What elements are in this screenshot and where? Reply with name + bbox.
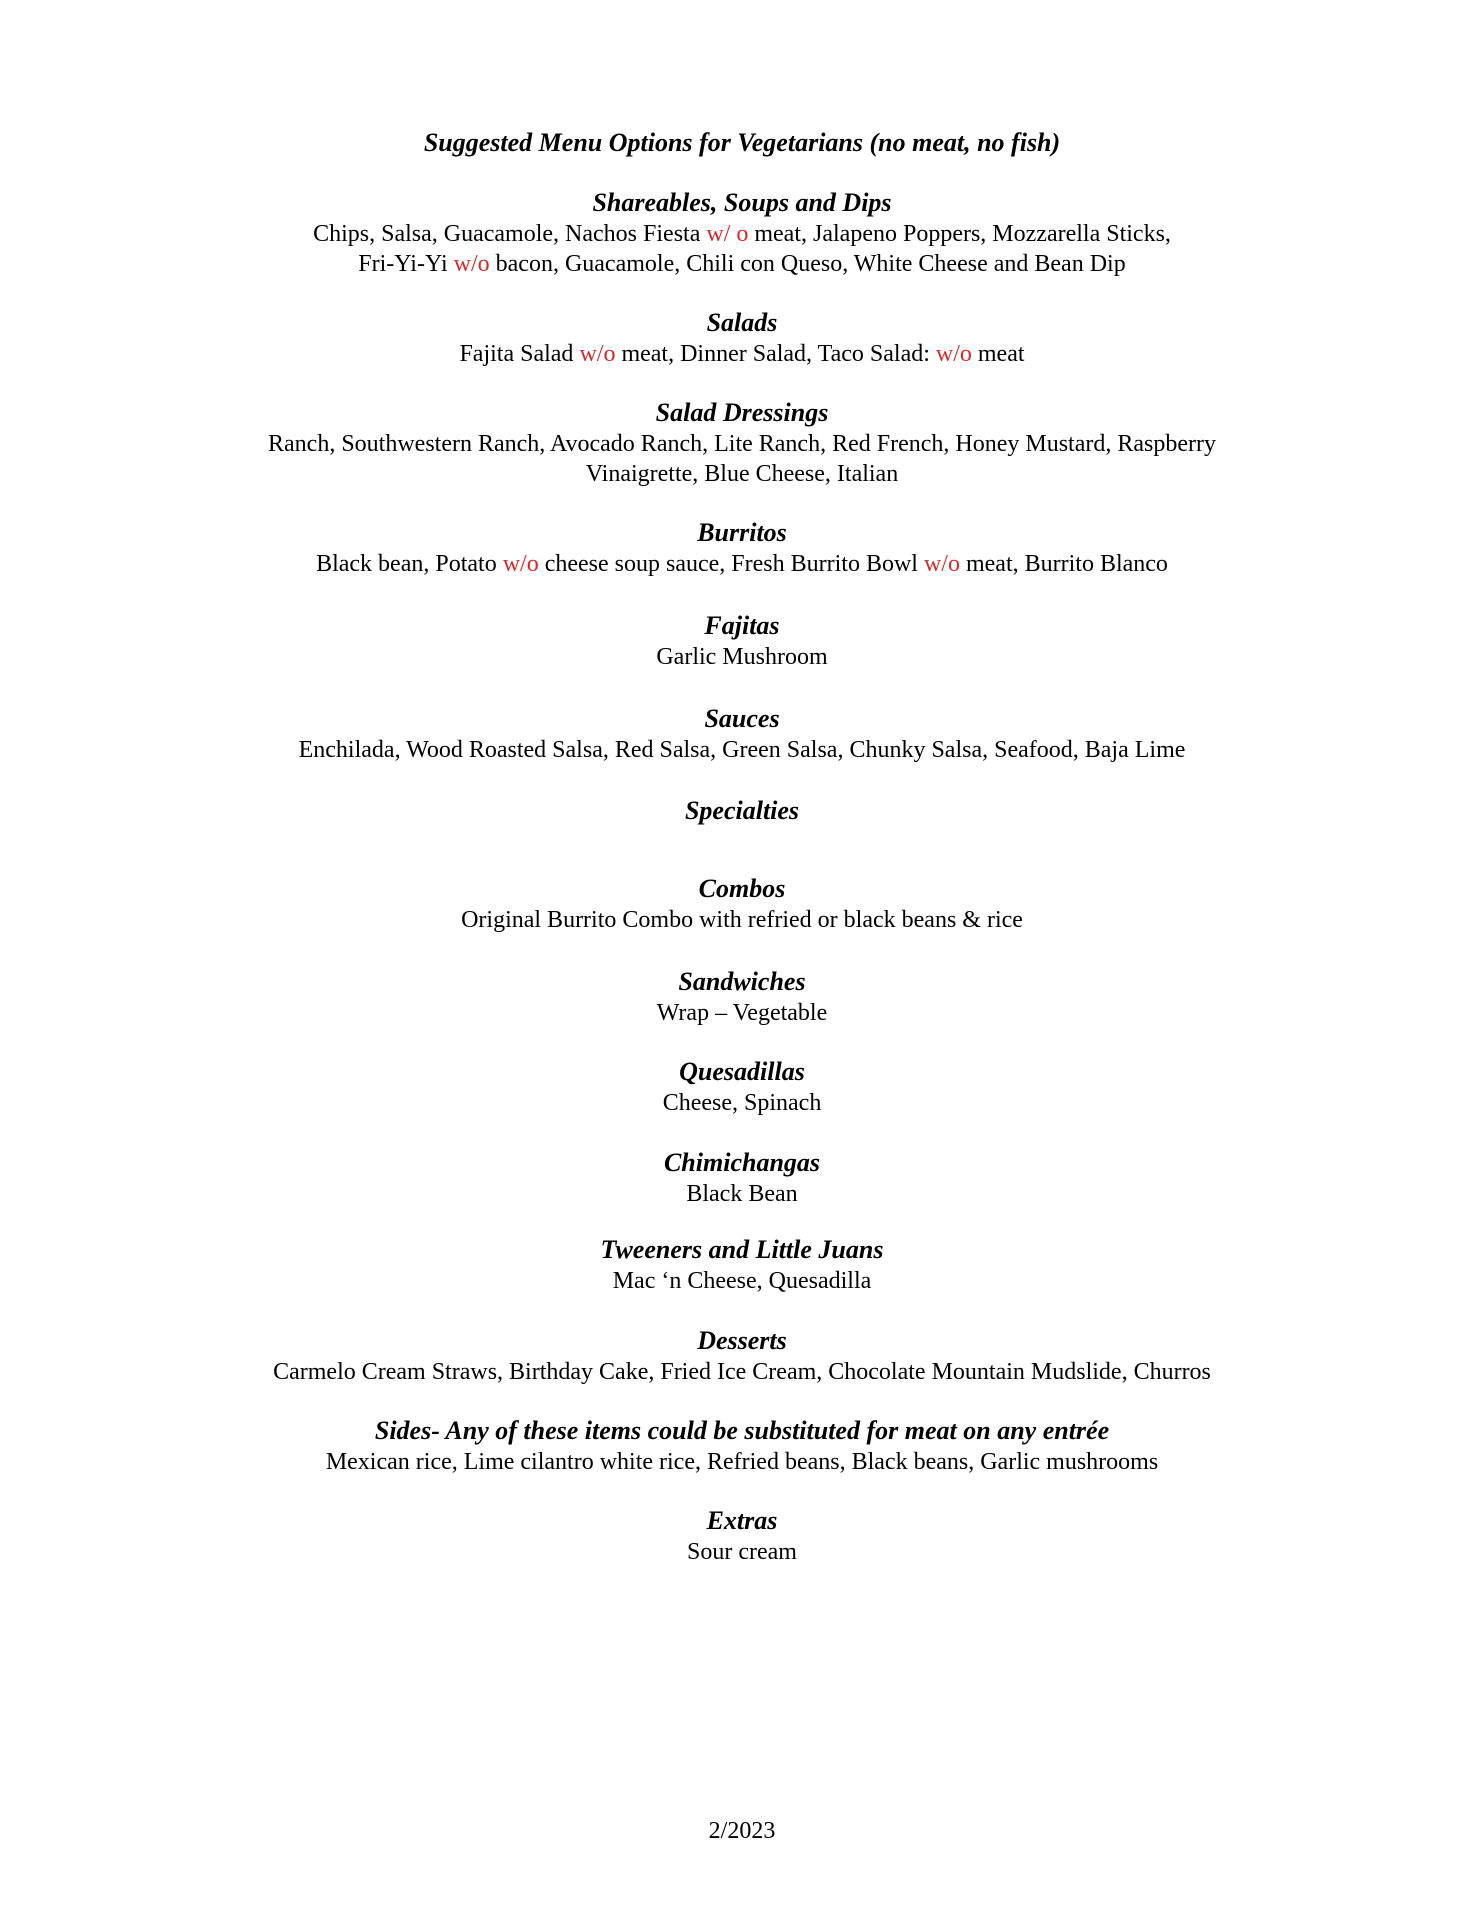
section-heading: Sauces <box>704 704 780 733</box>
section-heading: Quesadillas <box>679 1057 805 1086</box>
section-body: Mac ‘n Cheese, Quesadilla <box>612 1268 872 1294</box>
section-body: Black Bean <box>686 1181 798 1207</box>
section-heading: Sides- Any of these items could be substituted for meat on any entrée <box>374 1416 1110 1445</box>
section-heading: Specialties <box>684 796 800 825</box>
without-note: w/o <box>923 551 960 577</box>
text-segment: cheese soup sauce, Fresh Burrito Bowl <box>538 551 924 577</box>
section-heading: Shareables, Soups and Dips <box>592 188 892 217</box>
text-segment: Black bean, Potato <box>316 551 503 577</box>
without-note: w/o <box>579 341 616 367</box>
section-quesadillas <box>140 1056 1344 1118</box>
section-body <box>140 429 1344 489</box>
page-title: Suggested Menu Options for Vegetarians (no meat, no fish) <box>423 128 1061 157</box>
section-body: Original Burrito Combo with refried or black beans & rice <box>461 907 1023 933</box>
section-body: Garlic Mushroom <box>656 644 828 670</box>
section-sauces <box>140 703 1344 765</box>
section-heading: Burritos <box>697 518 787 547</box>
section-tweeners <box>140 1234 1344 1296</box>
section-burritos <box>140 517 1344 579</box>
section-salads <box>140 307 1344 369</box>
section-heading: Salad Dressings <box>655 398 829 427</box>
section-body <box>140 339 1344 369</box>
section-salad-dressings <box>140 397 1344 489</box>
section-body: Mexican rice, Lime cilantro white rice, Refried beans, Black beans, Garlic mushrooms <box>325 1449 1159 1475</box>
without-note: w/o <box>453 251 490 277</box>
section-body <box>140 549 1344 579</box>
text-segment: Fajita Salad <box>459 341 580 367</box>
section-desserts <box>140 1325 1344 1387</box>
section-sides <box>140 1415 1344 1477</box>
section-heading: Combos <box>698 874 786 903</box>
section-heading: Extras <box>706 1506 778 1535</box>
without-note: w/o <box>935 341 972 367</box>
section-extras <box>140 1505 1344 1567</box>
section-shareables <box>140 187 1344 279</box>
section-fajitas <box>140 610 1344 672</box>
section-chimichangas <box>140 1147 1344 1209</box>
text-segment: meat, Burrito Blanco <box>959 551 1168 577</box>
section-heading: Tweeners and Little Juans <box>600 1235 884 1264</box>
section-body: Enchilada, Wood Roasted Salsa, Red Salsa, Green Salsa, Chunky Salsa, Seafood, Baja Lime <box>298 737 1186 763</box>
section-body: Sour cream <box>687 1539 797 1565</box>
without-note: w/o <box>502 551 539 577</box>
page-date: 2/2023 <box>708 1818 776 1844</box>
without-note: w/ o <box>706 221 749 247</box>
text-segment: meat, Jalapeno Poppers, Mozzarella Sticks, <box>748 221 1171 247</box>
section-body: Wrap – Vegetable <box>656 1000 828 1026</box>
text-segment: Chips, Salsa, Guacamole, Nachos Fiesta <box>313 221 707 247</box>
text-segment: Fri-Yi-Yi <box>358 251 454 277</box>
section-sandwiches <box>140 966 1344 1028</box>
text-segment: meat <box>971 341 1025 367</box>
text-segment: meat, Dinner Salad, Taco Salad: <box>615 341 936 367</box>
section-body <box>140 219 1344 279</box>
section-heading: Desserts <box>697 1326 787 1355</box>
text-segment: Vinaigrette, Blue Cheese, Italian <box>585 461 899 487</box>
section-combos <box>140 873 1344 935</box>
section-heading: Fajitas <box>704 611 780 640</box>
text-segment: bacon, Guacamole, Chili con Queso, White Cheese and Bean Dip <box>489 251 1126 277</box>
section-heading: Chimichangas <box>663 1148 821 1177</box>
text-segment: Ranch, Southwestern Ranch, Avocado Ranch, Lite Ranch, Red French, Honey Mustard, Raspberry <box>268 431 1216 457</box>
section-body: Carmelo Cream Straws, Birthday Cake, Fried Ice Cream, Chocolate Mountain Mudslide, Churros <box>273 1359 1211 1385</box>
section-specialties <box>140 795 1344 827</box>
section-body: Cheese, Spinach <box>662 1090 822 1116</box>
section-heading: Sandwiches <box>678 967 806 996</box>
section-heading: Salads <box>706 308 778 337</box>
